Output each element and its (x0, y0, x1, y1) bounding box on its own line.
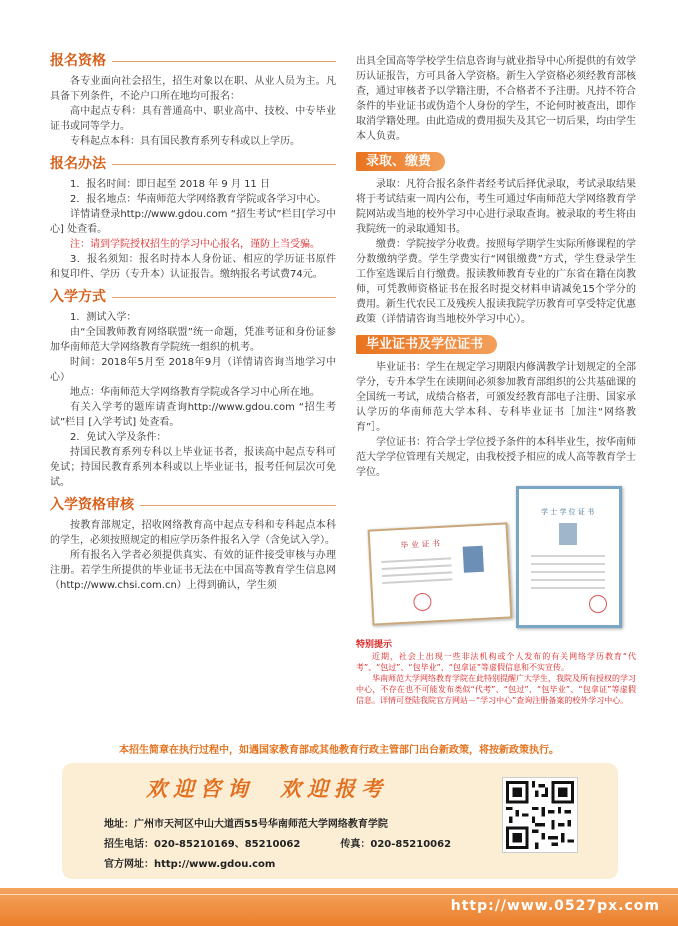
contact-box (62, 763, 618, 879)
section-title-eligibility: 报名资格 (50, 52, 336, 70)
section-title-qualification-review: 入学资格审核 (50, 496, 336, 514)
admission-result: 录取：凡符合报名条件者经考试后择优录取，考试录取结果将于考试结束一周内公布，考生可通过华南师范大学网络教育学院网站或当地的校外学习中心进行录取查询。被录取的考生将由我院统一的录取通知书。 (356, 179, 636, 235)
admission-test-time: 时间：2018年5月至 2018年9月（详情请咨询当地学习中心） (50, 357, 336, 383)
graduation-certificate-image: 毕 业 证 书 (368, 522, 513, 625)
admission-exempt-heading: 2．免试入学及条件： (70, 432, 167, 443)
certificate-images (356, 486, 636, 636)
eligibility-intro: 各专业面向社会招生，招生对象以在职、从业人员为主。凡具备下列条件，不论户口所在地均可报名： (50, 76, 336, 102)
registration-time: 1．报名时间：即日起至 2018 年 9 月 11 日 (70, 179, 270, 190)
review-verification-continued: 出具全国高等学校学生信息咨询与就业指导中心所提供的有效学历认证报告，方可具备入学资格。新生入学资格必须经教育部核查，通过审核者予以学籍注册，不合格者不予注册。凡持不符合条件的毕业证书或伪造个人身份的学生，不论何时被查出，即作取消学籍处理。由此造成的费用损失及其它一切后果，均由学生本人负责。 (356, 56, 636, 142)
degree-certificate-image: 学 士 学 位 证 书 (516, 486, 622, 628)
policy-notice: 本招生简章在执行过程中，如遇国家教育部或其他教育行政主管部门出台新政策，将按新政策执行。 (119, 745, 559, 756)
special-notice (356, 640, 636, 706)
eligibility-hs-to-college: 高中起点专科：具有普通高中、职业高中、技校、中专毕业证书或同等学力。 (50, 106, 336, 132)
admission-exempt-desc: 持国民教育系列专科以上毕业证书者，报读高中起点专科可免试；持国民教育系列本科或以上毕业证书，报考任何层次可免试。 (50, 447, 336, 488)
footer-url[interactable]: http://www.0527px.com (450, 898, 660, 914)
contact-phone: 招生电话：020-85210169、85210062 (104, 839, 301, 850)
section-title-admission-method: 入学方式 (50, 288, 336, 306)
admission-test-bank: 有关入学考的题库请查询http://www.gdou.com “招生考试”栏目 [入学考试] 处查看。 (50, 402, 336, 428)
registration-location: 2．报名地点：华南师范大学网络教育学院或各学习中心。 (70, 194, 327, 205)
admission-test-location: 地点：华南师范大学网络教育学院或各学习中心所在地。 (70, 387, 320, 398)
footer-bar (0, 888, 678, 926)
registration-details: 详情请登录http://www.gdou.com “招生考试”栏目[学习中心] 处查看。 (50, 209, 336, 235)
contact-fax: 传真：020-85210062 (340, 839, 452, 850)
review-verification: 所有报名入学者必须提供真实、有效的证件接受审核与办理注册。若学生所提供的毕业证书无法在中国高等教育学生信息网（http://www.chsi.com.cn）上得到确认，学生须 (50, 550, 336, 591)
contact-info (104, 815, 451, 875)
section-title-certificates: 毕业证书及学位证书 (356, 335, 497, 354)
graduation-certificate-info: 毕业证书：学生在规定学习期限内修满教学计划规定的全部学分，专升本学生在读期间必须参加教育部组织的公共基础课的全国统一考试，成绩合格者，可颁发经教育部电子注册、国家承认学历的华南师范大学本科、专科毕业证书［加注“网络教育”］。 (356, 362, 636, 433)
welcome-slogan: 欢迎咨询 欢迎报考 (146, 776, 388, 801)
admission-test-desc: 由“全国教师教育网络联盟”统一命题，凭准考证和身份证参加华南师范大学网络教育学院统一组织的机考。 (50, 327, 336, 353)
contact-website[interactable]: 官方网址：http://www.gdou.com (104, 859, 276, 870)
degree-certificate-info: 学位证书：符合学士学位授予条件的本科毕业生，按华南师范大学学位管理有关规定，由我校授予相应的成人高等教育学士学位。 (356, 437, 636, 478)
qr-code-icon (502, 777, 578, 853)
payment-info: 缴费：学院按学分收费。按照每学期学生实际所修课程的学分数缴纳学费。学生学费实行“网银缴费”方式，学生登录学生工作室选课后自行缴费。报读教师教育专业的广东省在籍在岗教师，可凭教师资格证书在报名时提交材料申请减免15个学分的费用。新生代农民工及残疾人报读我院学历教育可享受特定优惠政策（详情请咨询当地校外学习中心）。 (356, 239, 636, 325)
student-photo (463, 546, 484, 573)
seal-icon (589, 595, 607, 613)
section-title-registration: 报名办法 (50, 155, 336, 173)
left-column (50, 44, 336, 593)
registration-requirements: 3．报名须知：报名时持本人身份证、相应的学历证书原件和复印件、学历（专升本）认证报告。缴纳报名考试费74元。 (50, 254, 336, 280)
admission-test-heading: 1．测试入学： (70, 312, 137, 323)
eligibility-college-to-bachelor: 专科起点本科：具有国民教育系列专科或以上学历。 (70, 136, 300, 147)
registration-warning: 注：请到学院授权招生的学习中心报名，谨防上当受骗。 (70, 239, 320, 250)
special-notice-p2: 华南师范大学网络教育学院在此特别提醒广大学生，我院及所有授权的学习中心，不存在也不可能发布类似“代考”、“包过”、“包毕业”、“包拿证”等虚假信息。详情可登陆我院官方网站－“学习中心”查询注册备案的校外学习中心。 (356, 674, 636, 705)
review-rule: 按教育部规定，招收网络教育高中起点专科和专科起点本科的学生，必须按照规定的相应学历条件报名入学（含免试入学）。 (50, 520, 336, 546)
contact-address: 地址：广州市天河区中山大道西55号华南师范大学网络教育学院 (104, 819, 388, 830)
seal-icon (413, 592, 432, 611)
special-notice-title: 特别提示 (356, 640, 393, 650)
right-column (356, 44, 636, 706)
section-title-admission-payment: 录取、缴费 (356, 152, 445, 171)
student-photo (559, 523, 577, 545)
special-notice-p1: 近期，社会上出现一些非法机构或个人发布的有关网络学历教育“代考”、“包过”、“包毕业”、“包拿证”等虚假信息和不实宣传。 (356, 652, 636, 672)
